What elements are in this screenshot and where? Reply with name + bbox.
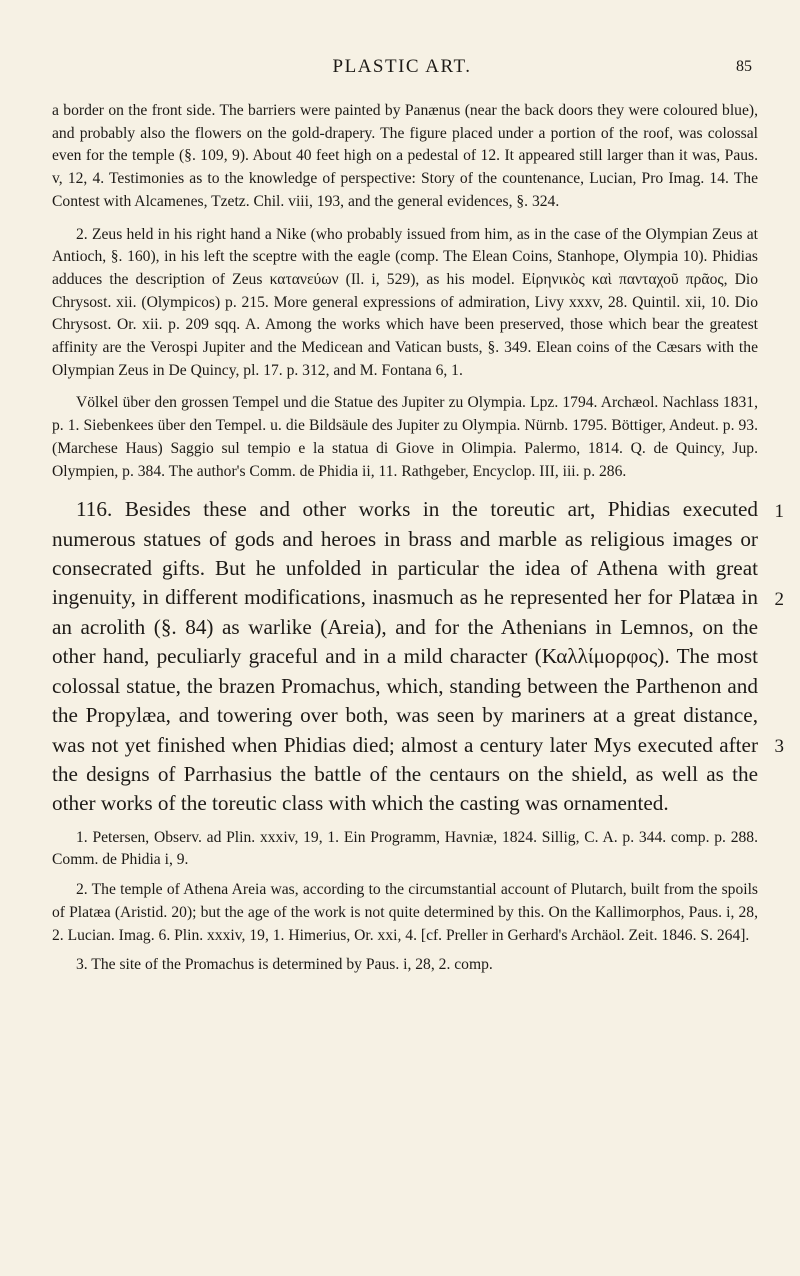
section-116-text: 116. Besides these and other works in the toreutic art, Phidias executed numerous statues of gods and heroes in brass and marble as religious images or consecrated gifts. But he unfolded in particular the idea of Athena with great ingenuity, in different modifications, inasmuch as he represented her for Platæa in an acrolith (§. 84) as warlike (Areia), and for the Athenians in Lemnos, on the other hand, peculiarly graceful and in a mild character (Καλλίμορφος). The most colossal statue, the brazen Promachus, which, standing between the Parthenon and the Propylæa, and towering over both, was seen by mariners at a great distance, was not yet finished when Phidias died; almost a century later Mys executed after the designs of Parrhasius the battle of the centaurs on the shield, as well as the other works of the toreutic class with which the casting was ornamented. xyxy=(52,497,758,816)
footnote-3: 3. The site of the Promachus is determined by Paus. i, 28, 2. comp. xyxy=(76,956,493,974)
paragraph-continuation: a border on the front side. The barriers were painted by Panænus (near the back doors they were coloured blue), and probably also the flowers on the gold-drapery. The figure placed under a portion of the roof, was colossal even for the temple (§. 109, 9). About 40 feet high on a pedestal of 12. It appeared still larger than it was, Paus. v, 12, 4. Testimonies as to the knowledge of perspective: Story of the countenance, Lucian, Pro Imag. 14. The Contest with Alcamenes, Tzetz. Chil. viii, 193, and the general evidences, §. 324. xyxy=(52,102,758,210)
paragraph-note-2: 2. Zeus held in his right hand a Nike (who probably issued from him, as in the case of the Olympian Zeus at Antioch, §. 160), in his left the sceptre with the eagle (comp. The Elean Coins, Stanhope, Olympia 10). Phidias adduces the description of Zeus κατανεύων (Il. i, 529), as his model. Εἰρηνικὸς καὶ πανταχοῦ πρᾶος, Dio Chrysost. xii. (Olympicos) p. 215. More general expressions of admiration, Livy xxxv, 28. Quintil. xii, 10. Dio Chrysost. Or. xii. p. 209 sqq. A. Among the works which have been preserved, those which bear the greatest affinity are the Verospi Jupiter and the Medicean and Vatican busts, §. 349. Elean coins of the Cæsars with the Olympian Zeus in De Quincy, pl. 17. p. 312, and M. Fontana 6, 1. xyxy=(52,225,758,379)
footnote-1: 1. Petersen, Observ. ad Plin. xxxiv, 19, 1. Ein Programm, Havniæ, 1824. Sillig, C. A. p. 344. comp. p. 288. Comm. de Phidia i, 9. xyxy=(52,828,758,869)
footnote-2: 2. The temple of Athena Areia was, according to the circumstantial account of Plutarch, built from the spoils of Platæa (Aristid. 20); but the age of the work is not quite determined by this. On the Kallimorphos, Paus. i, 28, 2. Lucian. Imag. 6. Plin. xxxiv, 19, 1. Himerius, Or. xxi, 4. [cf. Preller in Gerhard's Archäol. Zeit. 1846. S. 264]. xyxy=(52,881,758,944)
page-body xyxy=(52,100,784,977)
footnotes xyxy=(52,827,758,977)
margin-number-2: 2 xyxy=(774,589,784,611)
margin-number-1: 1 xyxy=(774,501,784,523)
margin-number-3: 3 xyxy=(774,736,784,758)
page-header xyxy=(52,56,752,82)
section-116 xyxy=(52,495,784,818)
page-number: 85 xyxy=(736,58,752,75)
paragraph-bibliography: Völkel über den grossen Tempel und die Statue des Jupiter zu Olympia. Lpz. 1794. Archæol. Nachlass 1831, p. 1. Siebenkees über den Tempel. u. die Bildsäule des Jupiter zu Olympia. Nürnb. 1795. Böttiger, Andeut. p. 93. (Marchese Haus) Saggio sul tempio e la statua di Giove in Olimpia. Palermo, 1814. Q. de Quincy, Jup. Olympien, p. 384. The author's Comm. de Phidia ii, 11. Rathgeber, Encyclop. III, iii. p. 286. xyxy=(52,394,758,480)
running-title: PLASTIC ART. xyxy=(332,56,472,77)
